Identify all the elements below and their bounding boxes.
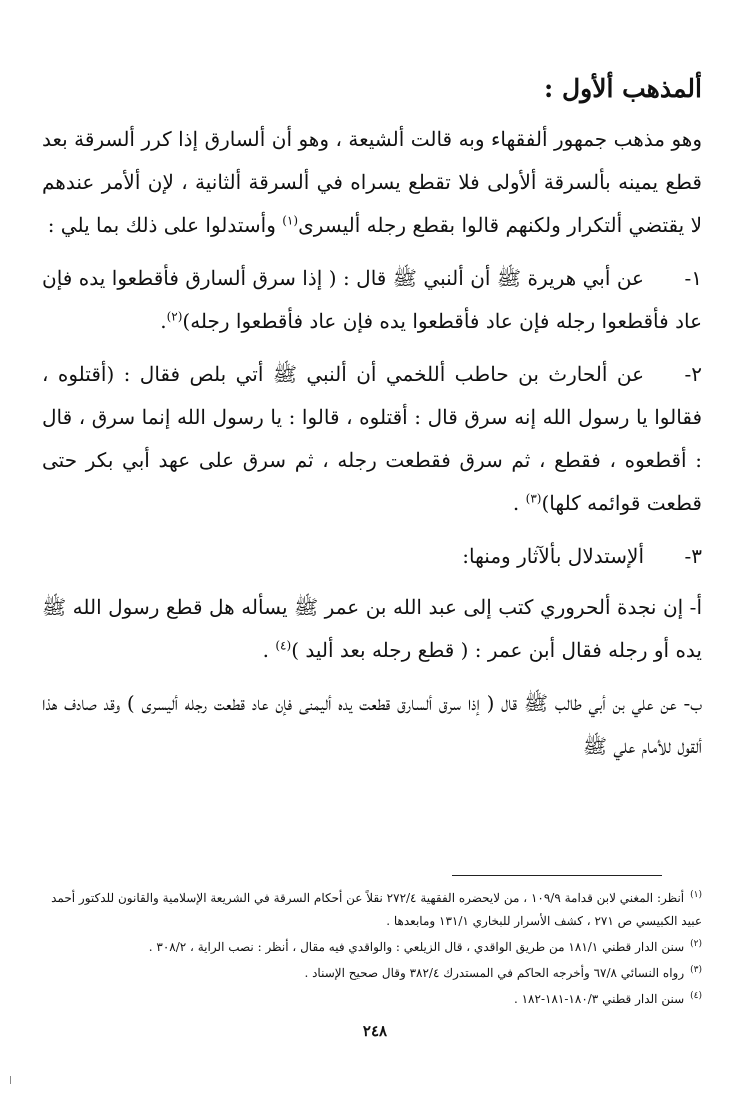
footnote-ref: (٣) bbox=[525, 491, 542, 506]
paragraph-text-continued: . bbox=[262, 638, 276, 662]
item-number: ٢- bbox=[684, 362, 702, 386]
paragraph-text: ألإستدلال بألآثار ومنها: bbox=[462, 544, 644, 568]
paragraph-evidence-3 bbox=[42, 535, 702, 578]
footnote-number: (٣) bbox=[690, 965, 702, 975]
section-heading: ألمذهب ألأول : bbox=[544, 74, 702, 103]
footnote-2 bbox=[32, 933, 702, 959]
item-number: ١- bbox=[684, 266, 702, 290]
footnote-text: سنن الدار قطني ١٨١/١ من طريق الواقدي ، قال الزيلعي : والواقدي فيه مقال ، أنظر : نصب الراية ، ٣٠٨/٢ . bbox=[148, 940, 685, 954]
footnote-number: (٤) bbox=[690, 991, 702, 1001]
paragraph-intro bbox=[42, 118, 702, 247]
paragraph-text-continued: وأستدلوا على ذلك بما يلي : bbox=[47, 213, 283, 237]
paragraph-text-continued: . bbox=[160, 309, 167, 333]
paragraph-athar-b bbox=[42, 682, 702, 768]
paragraph-text: وهو مذهب جمهور ألفقهاء وبه قالت ألشيعة ، وهو أن ألسارق إذا كرر ألسرقة بعد قطع يمينه بألسرقة ألأولى فلا تقطع يسراه في ألسرقة ألثانية ، لإن ألأمر عندهم لا يقتضي ألتكرار ولكنهم قالوا بقطع رجله أليسرى bbox=[42, 127, 702, 237]
footnote-divider bbox=[452, 875, 662, 876]
footnote-text: رواه النسائي ٦٧/٨ وأخرجه الحاكم في المستدرك ٣٨٢/٤ وقال صحيح الإسناد . bbox=[304, 966, 685, 980]
item-number: ٣- bbox=[684, 544, 702, 568]
paragraph-text-continued: . bbox=[512, 491, 526, 515]
footnote-1 bbox=[32, 884, 702, 933]
paragraph-text: عن ألحارث بن حاطب أللخمي أن ألنبي ﷺ أتي بلص فقال : (أقتلوه ، فقالوا يا رسول الله إنه سرق قال : أقتلوه ، قالوا : يا رسول الله إنما سرق ، قال : أقطعوه ، فقطع ، ثم سرق فقطعت رجله ، ثم سرق على عهد أبي بكر حتى قطعت قوائمه كلها) bbox=[42, 362, 702, 515]
footnote-4 bbox=[32, 985, 702, 1011]
footnote-ref: (٢) bbox=[166, 309, 183, 324]
footnote-ref: (١) bbox=[282, 213, 299, 228]
paragraph-text: أ- إن نجدة ألحروري كتب إلى عبد الله بن عمر ﷺ يسأله هل قطع رسول الله ﷺ يده أو رجله فقال أبن عمر : ( قطع رجله بعد أليد ) bbox=[42, 595, 702, 662]
page-number: ٢٤٨ bbox=[362, 1022, 388, 1040]
paragraph-text: ب- عن علي بن أبي طالب ﷺ قال ( إذا سرق ألسارق قطعت يده أليمنى فإن عاد قطعت رجله أليسرى ) وقد صادف هذا ألقول للأمام علي ﷺ bbox=[42, 691, 702, 758]
paragraph-evidence-2 bbox=[42, 353, 702, 525]
footnote-text: أنظر: المغني لابن قدامة ١٠٩/٩ ، من لايحضره الفقهية ٢٧٢/٤ نقلاً عن أحكام السرقة في الشريعة الإسلامية والقانون للدكتور أحمد عبيد الكبيسي ص ٢٧١ ، كشف الأسرار للبخاري ١٣١/١ ومابعدها . bbox=[51, 891, 702, 928]
footnote-number: (١) bbox=[690, 890, 702, 900]
footnote-number: (٢) bbox=[690, 939, 702, 949]
footnote-3 bbox=[32, 959, 702, 985]
paragraph-text: عن أبي هريرة ﷺ أن ألنبي ﷺ قال : ( إذا سرق ألسارق فأقطعوا يده فإن عاد فأقطعوا رجله فإن عاد فأقطعوا يده فإن عاد فأقطعوا رجله) bbox=[42, 266, 702, 333]
paragraph-athar-a bbox=[42, 586, 702, 672]
footnote-text: سنن الدار قطني ١٨٠/٣-١٨١-١٨٢ . bbox=[513, 992, 685, 1006]
main-text bbox=[42, 118, 702, 778]
paragraph-evidence-1 bbox=[42, 257, 702, 343]
scan-mark bbox=[10, 1076, 11, 1084]
footnote-ref: (٤) bbox=[275, 638, 292, 653]
footnotes bbox=[32, 884, 702, 1011]
